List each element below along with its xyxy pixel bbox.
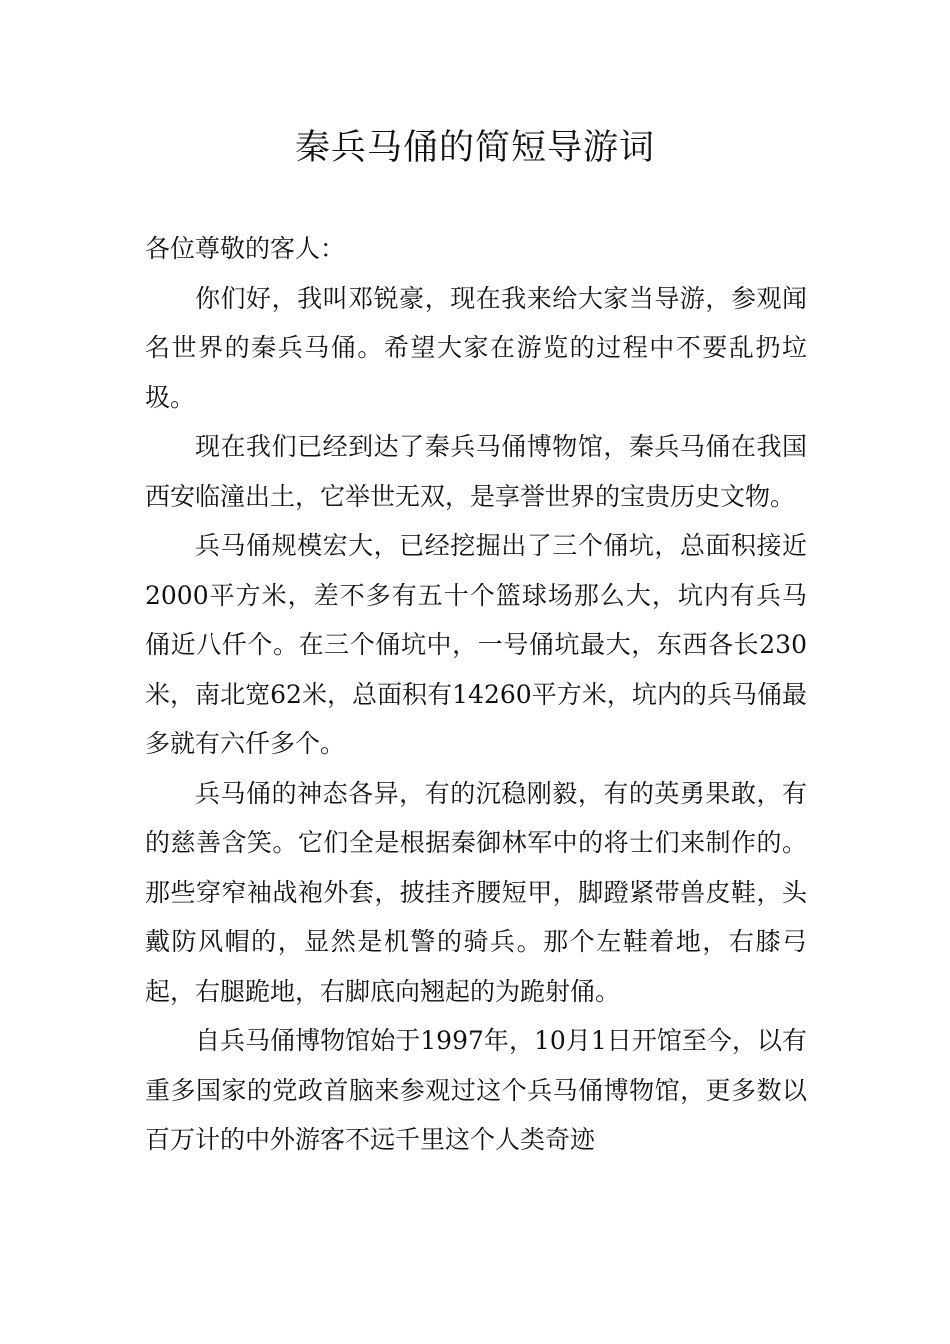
- document-title: 秦兵马俑的简短导游词: [294, 128, 655, 168]
- paragraph-visitors: 自兵马俑博物馆始于1997年，10月1日开馆至今，以有重多国家的党政首脑来参观过这个兵马俑博物馆，更多数以百万计的中外游客不远千里这个人类奇迹: [145, 1026, 807, 1154]
- document-body: [145, 224, 807, 1165]
- paragraph-museum-arrival: 现在我们已经到达了秦兵马俑博物馆，秦兵马俑在我国西安临潼出土，它举世无双，是享誉世界的宝贵历史文物。: [145, 432, 807, 511]
- paragraph-intro: 你们好，我叫邓锐豪，现在我来给大家当导游，参观闻名世界的秦兵马俑。希望大家在游览的过程中不要乱扔垃圾。: [145, 283, 807, 412]
- paragraph-scale: 兵马俑规模宏大，已经挖掘出了三个俑坑，总面积接近2000平方米，差不多有五十个篮球场那么大，坑内有兵马俑近八仟个。在三个俑坑中，一号俑坑最大，东西各长230米，南北宽62米，总面积有14260平方米，坑内的兵马俑最多就有六仟多个。: [145, 531, 807, 758]
- paragraph-expressions: 兵马俑的神态各异，有的沉稳刚毅，有的英勇果敢，有的慈善含笑。它们全是根据秦御林军中的将士们来制作的。那些穿窄袖战袍外套，披挂齐腰短甲，脚蹬紧带兽皮鞋，头戴防风帽的，显然是机警的骑兵。那个左鞋着地，右膝弓起，右腿跪地，右脚底向翘起的为跪射俑。: [145, 778, 807, 1006]
- greeting-line: 各位尊敬的客人：: [145, 234, 346, 263]
